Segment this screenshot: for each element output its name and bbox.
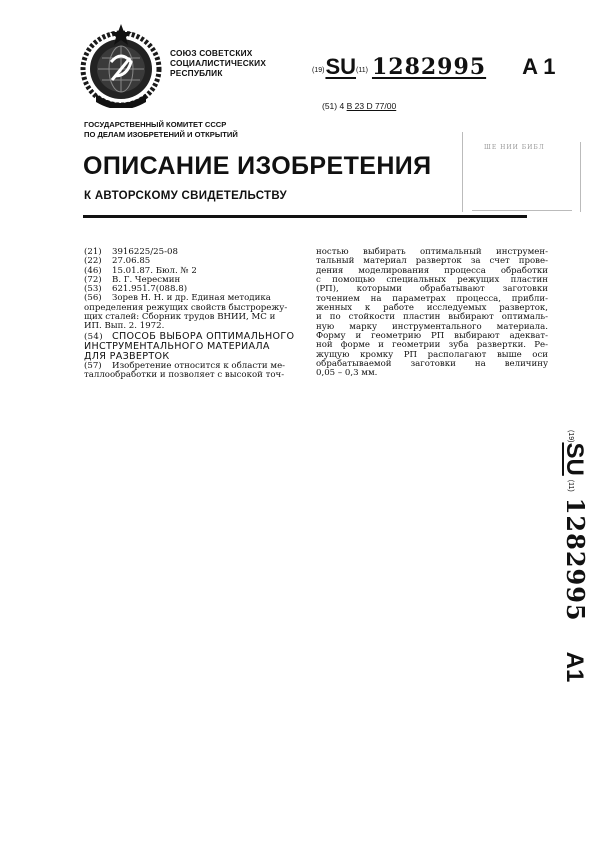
abstract-line: ностью выбирать оптимальный инструмен- (316, 247, 548, 257)
side-patent-code (560, 430, 590, 700)
abstract-line: дения моделирования процесса обработки (316, 265, 548, 276)
abstract-line: (РП), которыми обрабатывают заготовки (316, 284, 548, 295)
reference-line: определения режущих свойств быстрорежу- (84, 302, 288, 313)
code-19-label: (19) (312, 67, 325, 74)
side-country: SU (561, 442, 588, 476)
ipc-value: B 23 D 77/00 (346, 101, 397, 111)
patent-code-line (312, 54, 556, 80)
abstract-line: точением на параметрах процесса, прибли- (316, 293, 548, 304)
abstract-line: Изобретение относится к области ме- (112, 360, 286, 371)
reference-line: щих сталей: Сборник трудов ВНИИ, МС и (84, 312, 276, 323)
biblio-value: 15.01.87. Бюл. № 2 (112, 265, 197, 276)
abstract-continued (316, 248, 548, 379)
union-name-line: СОЦИАЛИСТИЧЕСКИХ (170, 58, 267, 68)
side-patent-number: 1282995 (561, 497, 590, 622)
stamp-border (580, 142, 581, 212)
biblio-code: (46) (84, 265, 102, 276)
biblio-value: 3916225/25-08 (112, 247, 178, 257)
reference-line: Зорев Н. Н. и др. Единая методика (112, 293, 271, 304)
biblio-value: 621.951.7(088.8) (112, 284, 188, 295)
ussr-emblem (78, 22, 164, 108)
side-code-11: (11) (567, 479, 574, 492)
stamp-border (472, 210, 572, 211)
abstract-line: обрабатываемой заготовки на величину (316, 359, 548, 370)
document-subtitle: К АВТОРСКОМУ СВИДЕТЕЛЬСТВУ (84, 190, 287, 202)
committee-name (84, 120, 238, 140)
code-11-label: (11) (356, 67, 368, 74)
biblio-value: В. Г. Чересмин (112, 274, 181, 285)
committee-line: ГОСУДАРСТВЕННЫЙ КОМИТЕТ СССР (84, 120, 227, 129)
side-code-line (560, 430, 590, 700)
document-title: ОПИСАНИЕ ИЗОБРЕТЕНИЯ (83, 152, 432, 180)
abstract-line: ной форме и геометрии зуба развертки. Ре- (316, 340, 548, 351)
invention-code: (54) (84, 331, 103, 342)
biblio-code: (53) (84, 284, 102, 295)
bibliographic-column (84, 248, 298, 380)
reference-block (84, 294, 298, 331)
side-code-19: (19) (567, 430, 574, 443)
stamp-border (462, 132, 463, 212)
library-stamp (462, 132, 582, 214)
biblio-value: 27.06.85 (112, 256, 151, 267)
abstract-line: Форму и геометрию РП выбирают адекват- (316, 331, 548, 342)
country-code: SU (325, 54, 357, 79)
reference-line: ИП. Вып. 2. 1972. (84, 321, 165, 332)
invention-line: ИНСТРУМЕНТАЛЬНОГО МАТЕРИАЛА (84, 340, 270, 352)
reference-code: (56) (84, 293, 102, 304)
patent-kind: A 1 (522, 54, 556, 79)
abstract-line: тальный материал разверток за счет прове- (316, 256, 548, 267)
side-kind: A1 (561, 651, 588, 683)
emblem-icon (78, 22, 164, 108)
ipc-classification (322, 101, 396, 111)
abstract-line: ную марку инструментального материала. (316, 321, 548, 332)
union-name-line: СОЮЗ СОВЕТСКИХ (170, 48, 253, 58)
biblio-code: (22) (84, 256, 102, 267)
invention-line: СПОСОБ ВЫБОРА ОПТИМАЛЬНОГО (112, 330, 295, 342)
biblio-code: (72) (84, 274, 102, 285)
abstract-line: с помощью специальных режущих пластин (316, 275, 548, 286)
ipc-prefix: 4 (339, 101, 345, 111)
abstract-line: жущую кромку РП располагают выше оси (316, 349, 548, 360)
biblio-code: (21) (84, 247, 102, 257)
committee-line: ПО ДЕЛАМ ИЗОБРЕТЕНИЙ И ОТКРЫТИЙ (84, 130, 238, 139)
abstract-line: женных к работе исследуемых разверток, (316, 303, 548, 314)
header-rule (83, 215, 527, 218)
abstract-code: (57) (84, 360, 102, 371)
patent-number: 1282995 (371, 54, 487, 80)
code-51-label: (51) (322, 101, 338, 111)
abstract-line: таллообработки и позволяет с высокой точ- (84, 369, 285, 380)
stamp-text: ШЕ НИИ БИБЛ (484, 144, 545, 151)
abstract-line: и по стойкости пластин выбирают оптималь- (316, 312, 548, 323)
invention-title (84, 332, 298, 362)
union-name-line: РЕСПУБЛИК (170, 68, 223, 78)
union-name (170, 48, 266, 78)
invention-line: ДЛЯ РАЗВЕРТОК (84, 350, 170, 362)
abstract-block (84, 362, 298, 381)
abstract-line: 0,05 – 0,3 мм. (316, 368, 378, 379)
